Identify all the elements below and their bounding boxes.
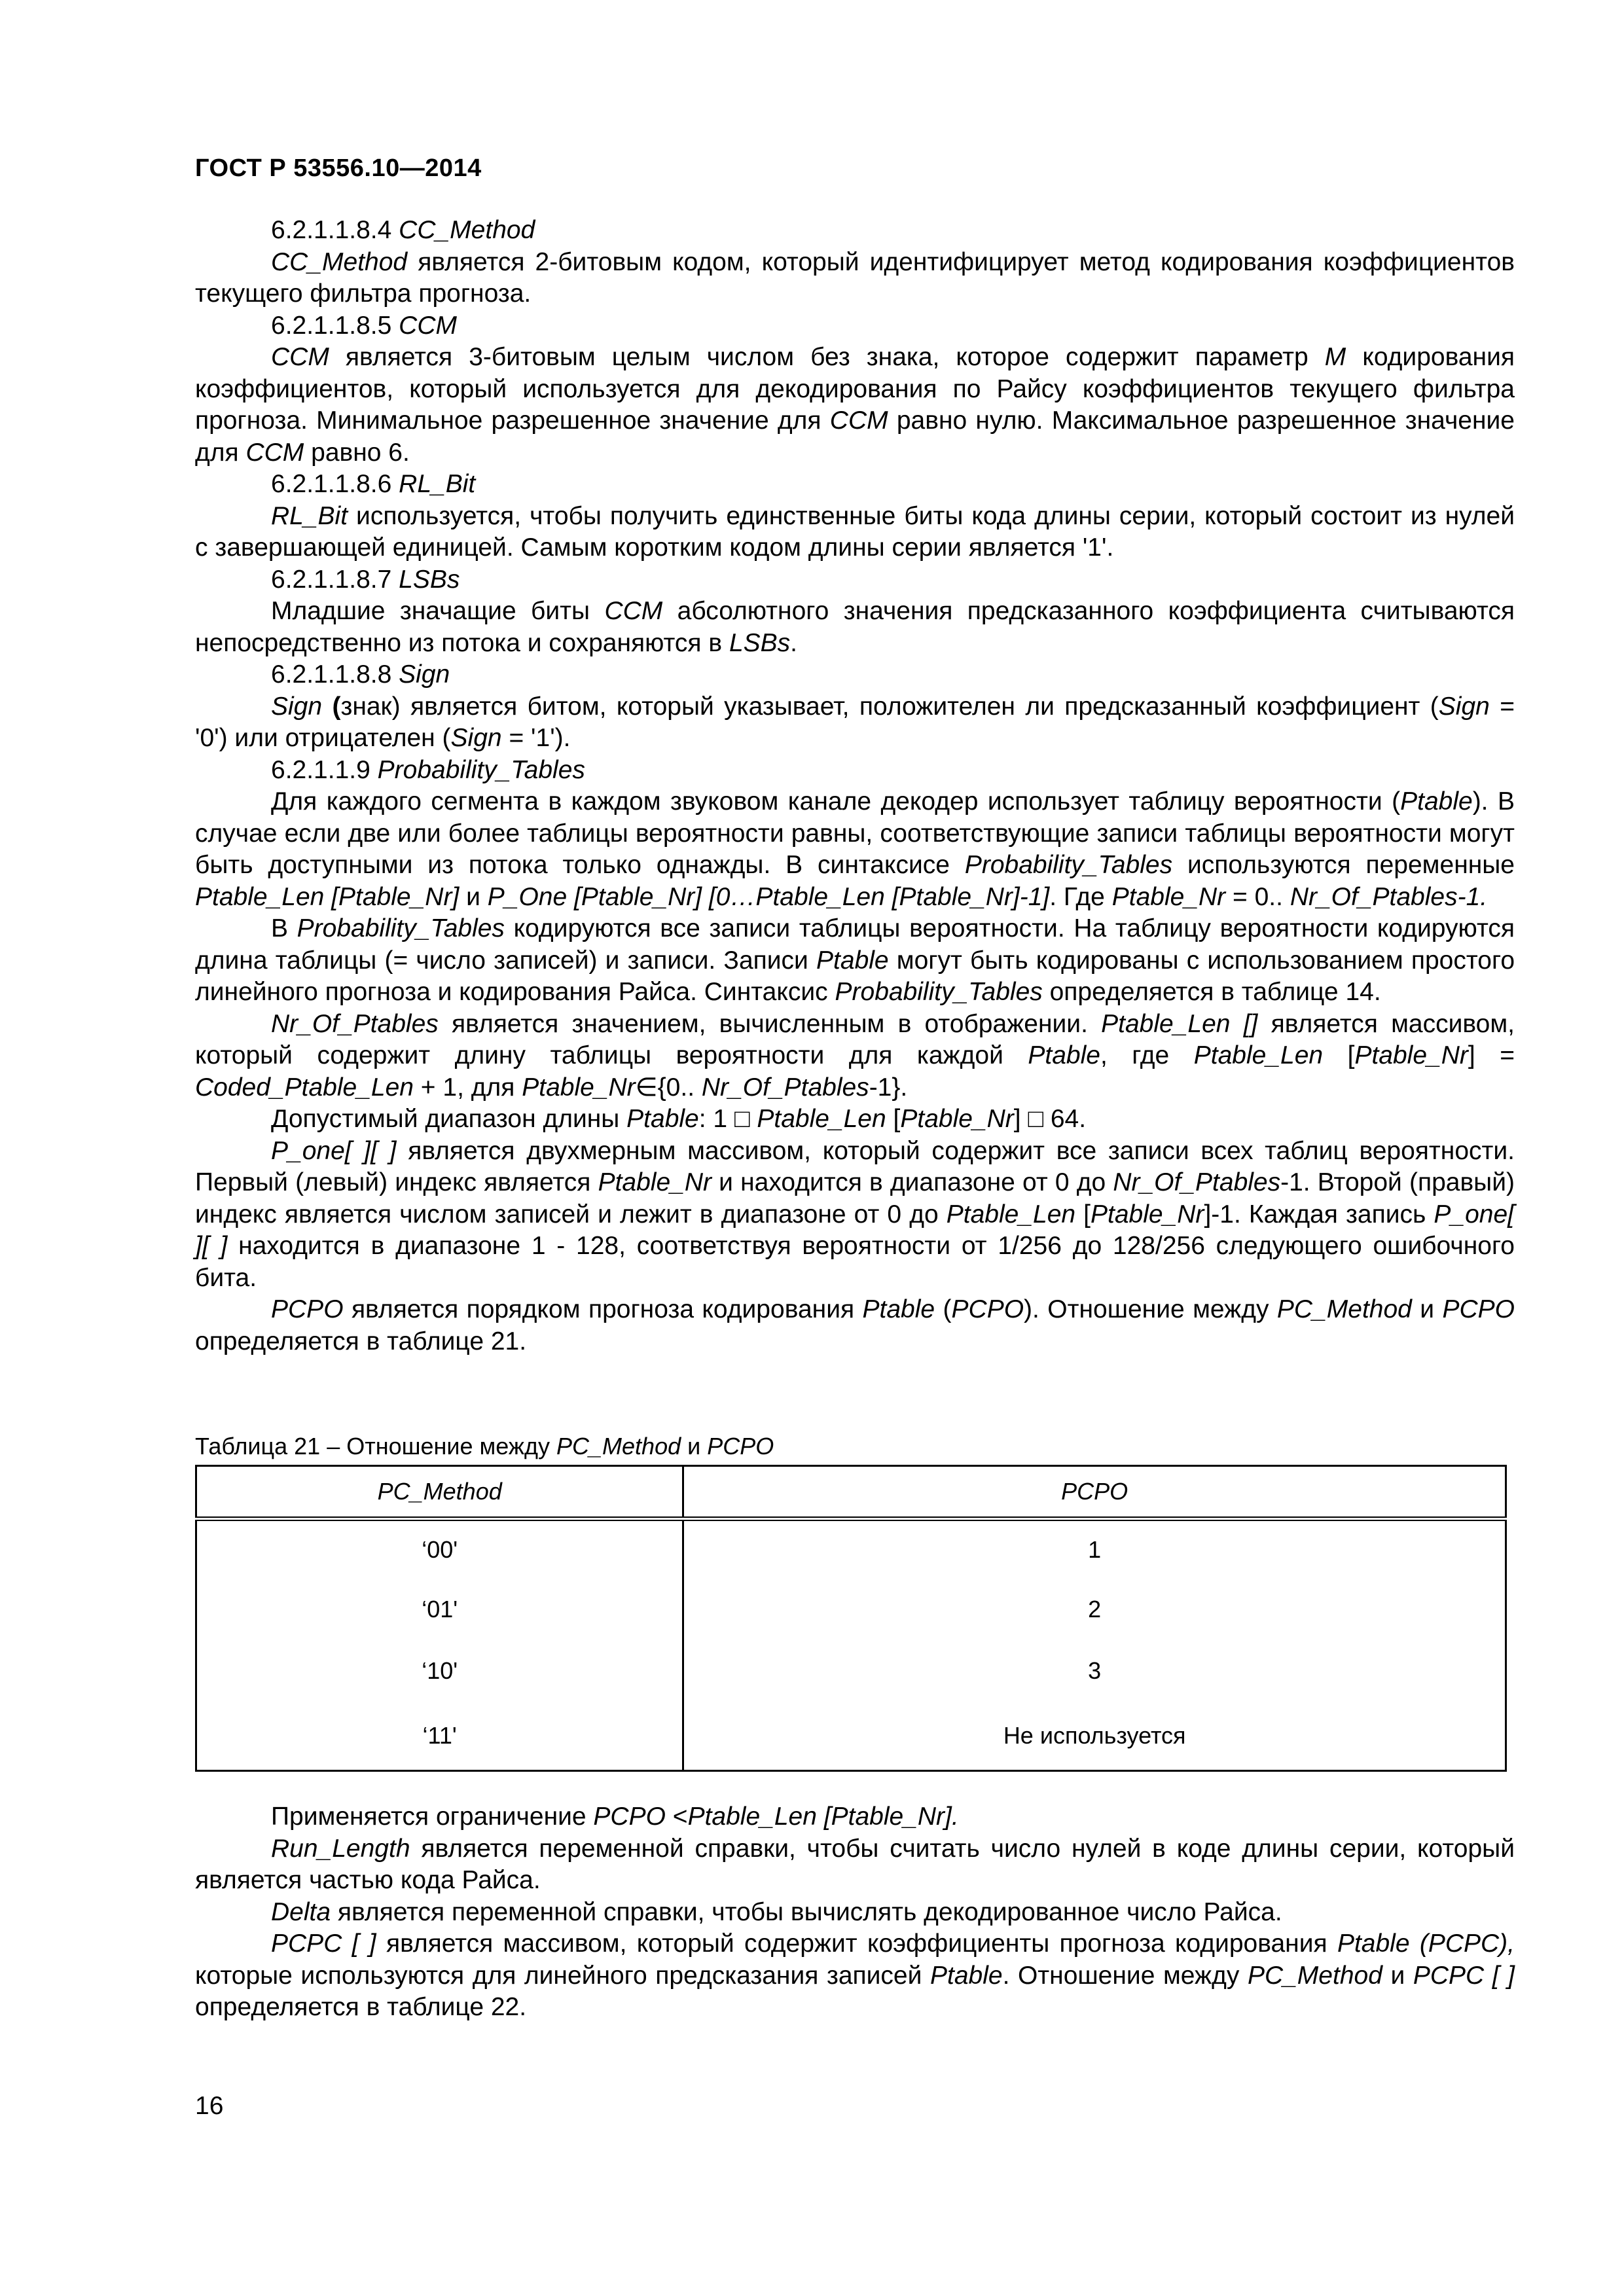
- section-heading: 6.2.1.1.8.4 CC_Method: [271, 216, 535, 244]
- section-heading: 6.2.1.1.8.8 Sign: [271, 660, 450, 689]
- standard-code-header: ГОСТ Р 53556.10—2014: [195, 154, 482, 182]
- column-header: PC_Method: [196, 1466, 683, 1519]
- paragraph: Младшие значащие биты CCM абсолютного значения предсказанного коэффициента считываются непосредственно из потока и сохраняются в LSBs.: [195, 597, 1515, 657]
- paragraph: Для каждого сегмента в каждом звуковом канале декодер использует таблицу вероятности (Ptable). В случае если две или более таблицы вероятности равны, соответствующие записи таблицы вероятности могут быть доступными из потока только однажды. В синтаксисе Probability_Tables используются переменные Ptable_Len [Ptable_Nr] и P_One [Ptable_Nr] [0…Ptable_Len [Ptable_Nr]-1]. Где Ptable_Nr = 0.. Nr_Of_Ptables-1.: [195, 787, 1515, 911]
- paragraph: Run_Length является переменной справки, чтобы считать число нулей в коде длины серии, который является частью кода Райса.: [195, 1834, 1515, 1894]
- section-heading: 6.2.1.1.8.6 RL_Bit: [271, 470, 476, 498]
- section-heading: 6.2.1.1.8.7 LSBs: [271, 565, 460, 594]
- table-row: [196, 1702, 1506, 1771]
- paragraph: RL_Bit используется, чтобы получить единственные биты кода длины серии, который состоит из нулей с завершающей единицей. Самым коротким кодом длины серии является '1'.: [195, 501, 1515, 562]
- table-cell: 1: [683, 1519, 1506, 1579]
- paragraph: Допустимый диапазон длины Ptable: 1 □ Ptable_Len [Ptable_Nr] □ 64.: [271, 1105, 1087, 1133]
- relation-table: [195, 1465, 1507, 1772]
- table-header-row: [196, 1466, 1506, 1519]
- paragraph: Sign (знак) является битом, который указывает, положителен ли предсказанный коэффициент (Sign = '0') или отрицателен (Sign = '1').: [195, 692, 1515, 752]
- paragraph: CC_Method является 2-битовым кодом, который идентифицирует метод кодирования коэффициентов текущего фильтра прогноза.: [195, 247, 1515, 308]
- column-header: PCPO: [683, 1466, 1506, 1519]
- table-row: [196, 1579, 1506, 1640]
- table-cell: ‘10': [196, 1640, 683, 1702]
- table-cell: ‘01': [196, 1579, 683, 1640]
- table-caption: Таблица 21 – Отношение между PC_Method и PCPO: [195, 1433, 774, 1460]
- paragraph: PCPC [ ] является массивом, который содержит коэффициенты прогноза кодирования Ptable (PCPC), которые используются для линейного предсказания записей Ptable. Отношение между PC_Method и PCPC [ ] определяется в таблице 22.: [195, 1929, 1515, 2021]
- table-cell: 3: [683, 1640, 1506, 1702]
- paragraph: Delta является переменной справки, чтобы вычислять декодированное число Райса.: [271, 1897, 1282, 1926]
- table-row: [196, 1640, 1506, 1702]
- paragraph: P_one[ ][ ] является двухмерным массивом, который содержит все записи всех таблиц вероятности. Первый (левый) индекс является Ptable_Nr и находится в диапазоне от 0 до Nr_Of_Ptables-1. Второй (правый) индекс является числом записей и лежит в диапазоне от 0 до Ptable_Len [Ptable_Nr]-1. Каждая запись P_one[ ][ ] находится в диапазоне 1 - 128, соответствуя вероятности от 1/256 до 128/256 следующего ошибочного бита.: [195, 1136, 1515, 1292]
- body-text: [195, 215, 1515, 1357]
- section-heading: 6.2.1.1.8.5 CCM: [271, 311, 457, 340]
- table-cell: ‘00': [196, 1519, 683, 1579]
- page-number: 16: [195, 2092, 224, 2120]
- table-cell: Не используется: [683, 1702, 1506, 1771]
- paragraph: PCPO является порядком прогноза кодирования Ptable (PCPO). Отношение между PC_Method и PCPO определяется в таблице 21.: [195, 1295, 1515, 1355]
- body-text-after-table: [195, 1801, 1515, 2024]
- table-cell: 2: [683, 1579, 1506, 1640]
- table-cell: ‘11': [196, 1702, 683, 1771]
- paragraph: CCM является 3-битовым целым числом без знака, которое содержит параметр M кодирования коэффициентов, который используется для декодирования по Райсу коэффициентов текущего фильтра прогноза. Минимальное разрешенное значение для CCM равно нулю. Максимальное разрешенное значение для CCM равно 6.: [195, 343, 1515, 467]
- paragraph: Применяется ограничение PCPO <Ptable_Len [Ptable_Nr].: [271, 1803, 959, 1831]
- section-heading: 6.2.1.1.9 Probability_Tables: [271, 755, 585, 784]
- paragraph: В Probability_Tables кодируются все записи таблицы вероятности. На таблицу вероятности кодируются длина таблицы (= число записей) и записи. Записи Ptable могут быть кодированы с использованием простого линейного прогноза и кодирования Райса. Синтаксис Probability_Tables определяется в таблице 14.: [195, 914, 1515, 1006]
- paragraph: Nr_Of_Ptables является значением, вычисленным в отображении. Ptable_Len [] является массивом, который содержит длину таблицы вероятности для каждой Ptable, где Ptable_Len [Ptable_Nr] = Coded_Ptable_Len + 1, для Ptable_Nr∈{0.. Nr_Of_Ptables-1}.: [195, 1009, 1515, 1102]
- table-row: [196, 1519, 1506, 1579]
